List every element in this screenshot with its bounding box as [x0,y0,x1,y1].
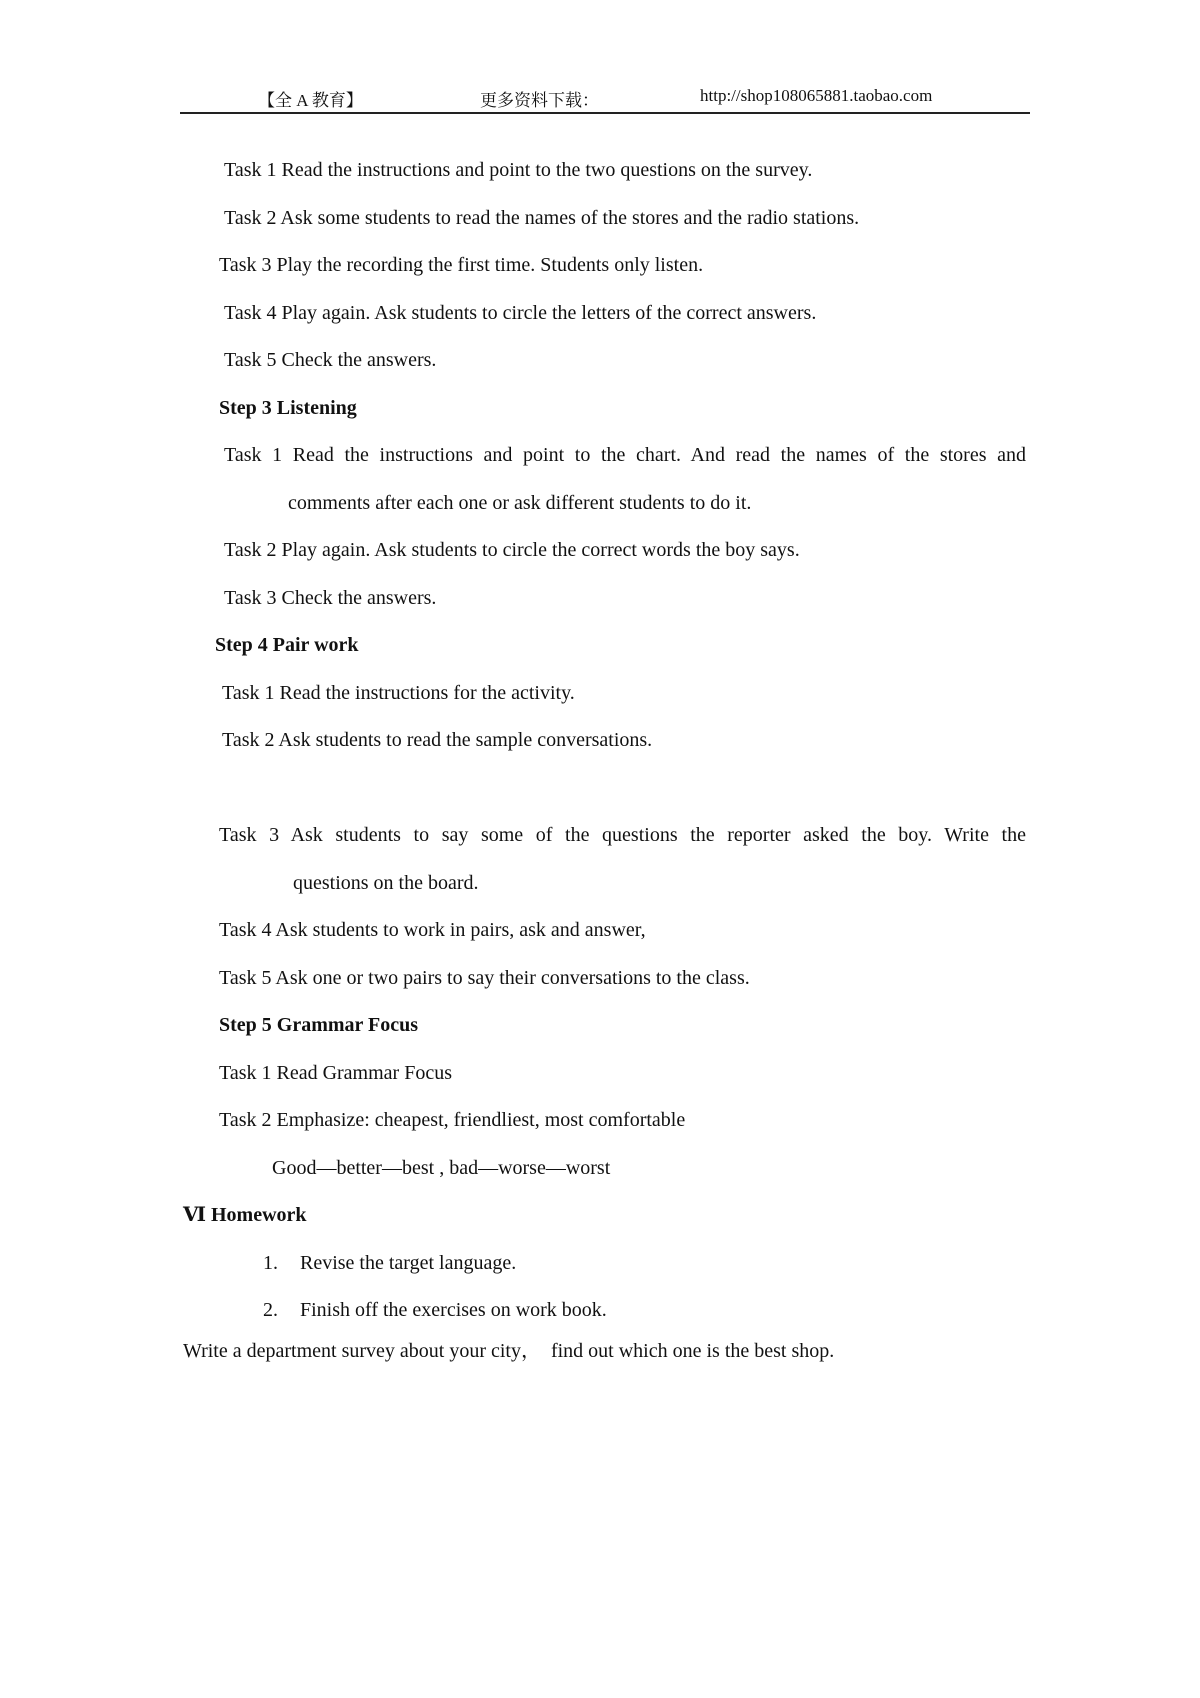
step3-task1-line2: comments after each one or ask different students to do it. [288,492,752,514]
step3-task3: Task 3 Check the answers. [224,587,437,609]
header-brand: 【全 A 教育】 [258,91,363,110]
step4-task2: Task 2 Ask students to read the sample conversations. [222,729,653,751]
step2-task1: Task 1 Read the instructions and point to the two questions on the survey. [224,159,813,181]
homework-item2: Finish off the exercises on work book. [300,1299,607,1321]
step2-task4: Task 4 Play again. Ask students to circle the letters of the correct answers. [224,302,817,324]
homework-item1: Revise the target language. [300,1252,517,1274]
step4-task1: Task 1 Read the instructions for the activity. [222,682,575,704]
step4-heading: Step 4 Pair work [215,634,359,656]
homework-item1-number: 1. [263,1252,278,1274]
header-url: http://shop108065881.taobao.com [700,86,933,105]
page-header [180,84,1030,114]
step4-task4: Task 4 Ask students to work in pairs, ask and answer, [219,919,646,941]
step3-task1-line1: Task 1 Read the instructions and point to the chart. And read the names of the stores and [224,444,1026,466]
final-instruction: Write a department survey about your city， find out which one is the best shop. [183,1340,835,1362]
step2-task2: Task 2 Ask some students to read the names of the stores and the radio stations. [224,207,860,229]
step5-task2: Task 2 Emphasize: cheapest, friendliest, most comfortable [219,1109,686,1131]
step3-task2: Task 2 Play again. Ask students to circle the correct words the boy says. [224,539,800,561]
header-download-label: 更多资料下载： [480,91,599,110]
step5-task1: Task 1 Read Grammar Focus [219,1062,452,1084]
step3-heading: Step 3 Listening [219,397,357,419]
step5-heading: Step 5 Grammar Focus [219,1014,419,1036]
step2-task3: Task 3 Play the recording the first time. Students only listen. [219,254,704,276]
homework-heading: Ⅵ Homework [183,1204,307,1226]
step4-task3-line1: Task 3 Ask students to say some of the questions the reporter asked the boy. Write the [219,824,1026,846]
step2-task5: Task 5 Check the answers. [224,349,437,371]
step4-task3-line2: questions on the board. [293,872,479,894]
step5-comparative-forms: Good—better—best , bad—worse—worst [272,1157,611,1179]
homework-item2-number: 2. [263,1299,278,1321]
step4-task5: Task 5 Ask one or two pairs to say their conversations to the class. [219,967,750,989]
